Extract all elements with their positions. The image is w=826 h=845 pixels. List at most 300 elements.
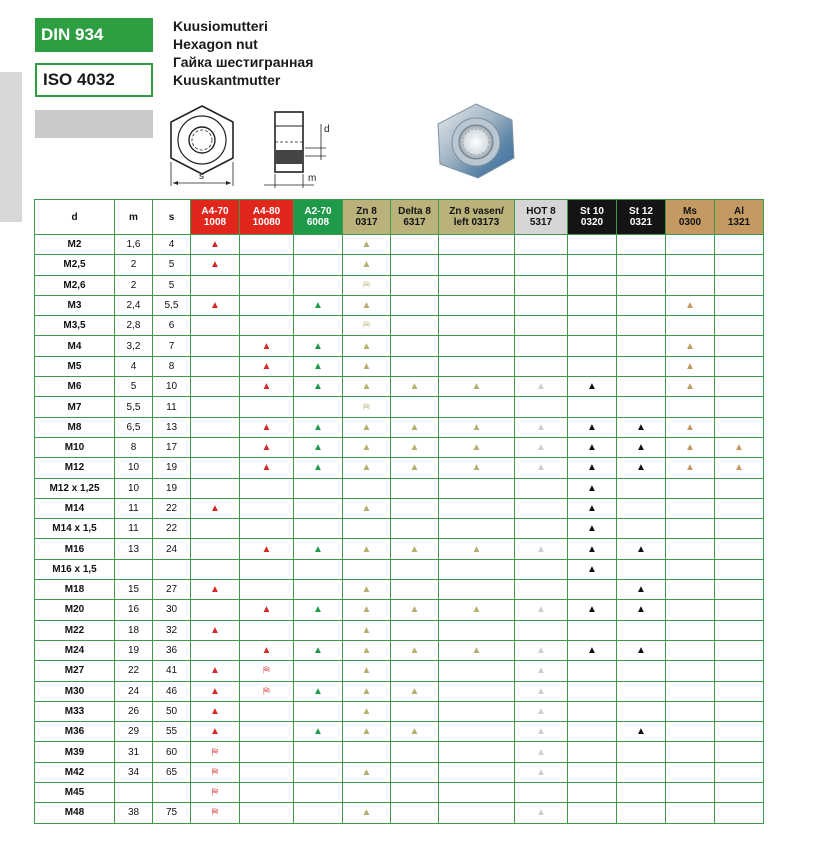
availability-triangle-icon: ▲ — [685, 340, 695, 352]
cell-a480 — [240, 417, 294, 437]
cell-zn8left — [439, 519, 515, 539]
grey-bar — [35, 110, 153, 138]
availability-triangle-icon: ▲ — [361, 726, 372, 738]
cell-m: 11 — [115, 498, 153, 518]
cell-zn8left — [439, 681, 515, 701]
column-header-code: 0320 — [580, 217, 604, 228]
cell-zn8left — [439, 783, 515, 803]
availability-triangle-icon: ▲ — [361, 543, 372, 555]
table-row — [35, 377, 764, 397]
table-row — [35, 681, 764, 701]
cell-zn8 — [343, 255, 391, 275]
cell-al — [715, 661, 764, 681]
cell-al — [715, 275, 764, 295]
table-row — [35, 356, 764, 376]
availability-triangle-icon: ▲ — [361, 300, 372, 312]
cell-zn8 — [343, 640, 391, 660]
availability-triangle-icon: ▲ — [587, 543, 597, 555]
availability-triangle-icon: ▲ — [685, 442, 695, 454]
column-header-zn8 — [343, 200, 391, 235]
cell-zn8 — [343, 498, 391, 518]
cell-m: 31 — [115, 742, 153, 762]
table-row — [35, 580, 764, 600]
cell-a480 — [240, 235, 294, 255]
cell-a470 — [191, 580, 240, 600]
cell-delta8 — [391, 640, 439, 660]
cell-st10 — [568, 722, 617, 742]
cell-zn8left — [439, 539, 515, 559]
column-header-name: St 10 — [580, 206, 604, 217]
availability-triangle-icon: ▲ — [361, 503, 372, 514]
cell-delta8 — [391, 762, 439, 782]
cell-hot8 — [515, 295, 568, 315]
cell-a270 — [294, 417, 343, 437]
availability-triangle-icon: ▲ — [471, 604, 482, 616]
on-request-flag-icon: ⛿ — [363, 320, 370, 331]
cell-s — [153, 559, 191, 579]
cell-m: 19 — [115, 640, 153, 660]
cell-m: 2,4 — [115, 295, 153, 315]
cell-al — [715, 580, 764, 600]
cell-m: 10 — [115, 458, 153, 478]
availability-triangle-icon: ▲ — [261, 462, 272, 474]
cell-ms — [666, 580, 715, 600]
title-estonian: Kuuskantmutter — [173, 72, 281, 88]
cell-m: 34 — [115, 762, 153, 782]
availability-triangle-icon: ▲ — [734, 462, 744, 474]
cell-a480 — [240, 701, 294, 721]
table-row — [35, 620, 764, 640]
hex-nut-photo-icon — [432, 98, 520, 186]
cell-m: 11 — [115, 519, 153, 539]
availability-triangle-icon: ▲ — [636, 421, 646, 433]
column-header-code: 1008 — [203, 217, 227, 228]
availability-triangle-icon: ▲ — [313, 381, 323, 393]
on-request-flag-icon: ⛿ — [363, 401, 370, 412]
column-header-a270 — [294, 200, 343, 235]
cell-st12 — [617, 559, 666, 579]
cell-a480 — [240, 295, 294, 315]
column-header-a480 — [240, 200, 294, 235]
cell-a470 — [191, 417, 240, 437]
cell-st12 — [617, 377, 666, 397]
table-row — [35, 539, 764, 559]
availability-triangle-icon: ▲ — [636, 543, 646, 555]
availability-triangle-icon: ▲ — [361, 239, 372, 251]
table-row — [35, 803, 764, 823]
column-header-name: Zn 8 vasen/ — [449, 206, 504, 217]
cell-st12 — [617, 661, 666, 681]
cell-ms — [666, 275, 715, 295]
cell-a270 — [294, 539, 343, 559]
table-row — [35, 498, 764, 518]
cell-st12 — [617, 742, 666, 762]
cell-a270 — [294, 336, 343, 356]
cell-st12 — [617, 417, 666, 437]
availability-triangle-icon: ▲ — [636, 442, 646, 454]
cell-st12 — [617, 498, 666, 518]
cell-delta8 — [391, 722, 439, 742]
cell-a470 — [191, 377, 240, 397]
cell-zn8 — [343, 580, 391, 600]
cell-a270 — [294, 559, 343, 579]
table-header-row — [35, 200, 764, 235]
column-header-name: Zn 8 — [356, 206, 377, 217]
cell-d: M8 — [35, 417, 115, 437]
cell-zn8 — [343, 397, 391, 417]
cell-m: 15 — [115, 580, 153, 600]
cell-zn8left — [439, 437, 515, 457]
availability-triangle-icon: ▲ — [536, 746, 546, 758]
cell-a270 — [294, 722, 343, 742]
column-header-name: A2-70 — [304, 206, 332, 217]
title-english: Hexagon nut — [173, 36, 258, 52]
cell-m: 2,8 — [115, 316, 153, 336]
cell-delta8 — [391, 275, 439, 295]
cell-a470 — [191, 722, 240, 742]
cell-d: M4 — [35, 336, 115, 356]
availability-triangle-icon: ▲ — [536, 442, 546, 454]
cell-a480 — [240, 559, 294, 579]
availability-triangle-icon: ▲ — [587, 604, 597, 616]
cell-delta8 — [391, 600, 439, 620]
cell-al — [715, 620, 764, 640]
availability-triangle-icon: ▲ — [685, 300, 695, 312]
cell-a480 — [240, 397, 294, 417]
cell-zn8left — [439, 803, 515, 823]
availability-triangle-icon: ▲ — [261, 421, 272, 433]
cell-delta8 — [391, 458, 439, 478]
cell-zn8left — [439, 640, 515, 660]
table-row — [35, 722, 764, 742]
cell-st12 — [617, 762, 666, 782]
cell-ms — [666, 701, 715, 721]
cell-hot8 — [515, 580, 568, 600]
cell-st12 — [617, 336, 666, 356]
cell-hot8 — [515, 356, 568, 376]
cell-st10 — [568, 600, 617, 620]
availability-triangle-icon: ▲ — [313, 462, 323, 474]
cell-ms — [666, 295, 715, 315]
cell-zn8 — [343, 235, 391, 255]
cell-a470 — [191, 235, 240, 255]
availability-triangle-icon: ▲ — [409, 685, 420, 697]
cell-ms — [666, 539, 715, 559]
cell-m: 8 — [115, 437, 153, 457]
availability-triangle-icon: ▲ — [210, 726, 220, 738]
cell-zn8left — [439, 336, 515, 356]
table-row — [35, 519, 764, 539]
cell-a270 — [294, 295, 343, 315]
cell-delta8 — [391, 336, 439, 356]
cell-m: 29 — [115, 722, 153, 742]
cell-ms — [666, 417, 715, 437]
availability-triangle-icon: ▲ — [361, 340, 372, 352]
availability-triangle-icon: ▲ — [409, 381, 420, 393]
cell-zn8left — [439, 356, 515, 376]
cell-a470 — [191, 397, 240, 417]
cell-hot8 — [515, 478, 568, 498]
column-header-name: Delta 8 — [398, 206, 431, 217]
cell-ms — [666, 803, 715, 823]
cell-zn8left — [439, 620, 515, 640]
column-header-hot8 — [515, 200, 568, 235]
table-row — [35, 762, 764, 782]
cell-st10 — [568, 377, 617, 397]
cell-a480 — [240, 539, 294, 559]
cell-hot8 — [515, 397, 568, 417]
cell-a470 — [191, 336, 240, 356]
cell-st10 — [568, 417, 617, 437]
column-header-name: Ms — [683, 206, 697, 217]
product-titles — [173, 17, 313, 89]
availability-triangle-icon: ▲ — [210, 705, 220, 717]
column-header-name: s — [168, 211, 175, 223]
cell-m — [115, 783, 153, 803]
cell-zn8 — [343, 316, 391, 336]
cell-m: 1,6 — [115, 235, 153, 255]
cell-al — [715, 519, 764, 539]
cell-s: 4 — [153, 235, 191, 255]
cell-st10 — [568, 458, 617, 478]
cell-a270 — [294, 275, 343, 295]
cell-ms — [666, 316, 715, 336]
availability-triangle-icon: ▲ — [210, 584, 220, 596]
cell-ms — [666, 559, 715, 579]
cell-s: 22 — [153, 498, 191, 518]
cell-zn8left — [439, 458, 515, 478]
cell-d: M27 — [35, 661, 115, 681]
cell-hot8 — [515, 316, 568, 336]
availability-triangle-icon: ▲ — [313, 645, 323, 657]
table-row — [35, 275, 764, 295]
cell-hot8 — [515, 620, 568, 640]
cell-delta8 — [391, 803, 439, 823]
availability-triangle-icon: ▲ — [587, 482, 597, 494]
cell-st10 — [568, 295, 617, 315]
cell-hot8 — [515, 275, 568, 295]
cell-m: 24 — [115, 681, 153, 701]
cell-hot8 — [515, 539, 568, 559]
cell-delta8 — [391, 295, 439, 315]
cell-delta8 — [391, 519, 439, 539]
availability-triangle-icon: ▲ — [313, 685, 323, 697]
cell-d: M12 x 1,25 — [35, 478, 115, 498]
cell-st10 — [568, 437, 617, 457]
cell-d: M16 — [35, 539, 115, 559]
availability-triangle-icon: ▲ — [361, 360, 372, 372]
cell-delta8 — [391, 377, 439, 397]
availability-triangle-icon: ▲ — [361, 807, 372, 819]
cell-a270 — [294, 519, 343, 539]
cell-al — [715, 762, 764, 782]
cell-m: 5,5 — [115, 397, 153, 417]
cell-a270 — [294, 437, 343, 457]
cell-hot8 — [515, 336, 568, 356]
cell-zn8left — [439, 295, 515, 315]
cell-s: 65 — [153, 762, 191, 782]
cell-ms — [666, 498, 715, 518]
availability-triangle-icon: ▲ — [636, 584, 646, 596]
cell-d: M3,5 — [35, 316, 115, 336]
availability-triangle-icon: ▲ — [261, 604, 272, 616]
availability-triangle-icon: ▲ — [361, 665, 372, 677]
availability-triangle-icon: ▲ — [471, 462, 482, 474]
cell-al — [715, 478, 764, 498]
cell-hot8 — [515, 762, 568, 782]
cell-delta8 — [391, 783, 439, 803]
cell-al — [715, 600, 764, 620]
cell-s: 22 — [153, 519, 191, 539]
cell-st10 — [568, 580, 617, 600]
cell-m: 38 — [115, 803, 153, 823]
cell-st10 — [568, 478, 617, 498]
table-body — [35, 235, 764, 824]
cell-zn8left — [439, 316, 515, 336]
cell-al — [715, 295, 764, 315]
column-header-a470 — [191, 200, 240, 235]
cell-m: 13 — [115, 539, 153, 559]
title-russian: Гайка шестигранная — [173, 54, 314, 70]
cell-ms — [666, 681, 715, 701]
dimension-label-s: s — [199, 171, 204, 182]
cell-st10 — [568, 559, 617, 579]
cell-st10 — [568, 316, 617, 336]
cell-zn8left — [439, 701, 515, 721]
cell-delta8 — [391, 437, 439, 457]
column-header-s — [153, 200, 191, 235]
cell-zn8left — [439, 397, 515, 417]
availability-triangle-icon: ▲ — [587, 442, 597, 454]
cell-s: 5,5 — [153, 295, 191, 315]
title-finnish: Kuusiomutteri — [173, 18, 268, 34]
table-row — [35, 640, 764, 660]
nut-technical-drawing — [166, 100, 336, 192]
cell-a270 — [294, 458, 343, 478]
iso-standard-badge — [35, 63, 153, 97]
cell-m: 10 — [115, 478, 153, 498]
availability-triangle-icon: ▲ — [536, 665, 546, 677]
side-tab — [0, 72, 22, 222]
cell-delta8 — [391, 620, 439, 640]
cell-al — [715, 356, 764, 376]
cell-hot8 — [515, 417, 568, 437]
cell-a270 — [294, 498, 343, 518]
cell-a480 — [240, 783, 294, 803]
availability-triangle-icon: ▲ — [313, 340, 323, 352]
column-header-zn8left — [439, 200, 515, 235]
cell-a470 — [191, 478, 240, 498]
cell-delta8 — [391, 478, 439, 498]
column-header-name: Al — [734, 206, 744, 217]
cell-st12 — [617, 681, 666, 701]
cell-hot8 — [515, 255, 568, 275]
cell-a270 — [294, 681, 343, 701]
column-header-st10 — [568, 200, 617, 235]
cell-s: 32 — [153, 620, 191, 640]
on-request-flag-icon: ⛿ — [363, 279, 370, 290]
cell-zn8left — [439, 478, 515, 498]
availability-triangle-icon: ▲ — [409, 442, 420, 454]
cell-s: 19 — [153, 458, 191, 478]
nut-side-view-icon — [264, 112, 326, 188]
cell-st12 — [617, 235, 666, 255]
cell-a480 — [240, 275, 294, 295]
availability-triangle-icon: ▲ — [210, 624, 220, 636]
cell-m — [115, 559, 153, 579]
cell-zn8 — [343, 742, 391, 762]
cell-st10 — [568, 397, 617, 417]
column-header-name: St 12 — [629, 206, 653, 217]
column-header-name: d — [71, 211, 78, 223]
cell-st12 — [617, 783, 666, 803]
cell-s: 13 — [153, 417, 191, 437]
availability-triangle-icon: ▲ — [536, 543, 546, 555]
cell-d: M2,5 — [35, 255, 115, 275]
cell-ms — [666, 478, 715, 498]
cell-al — [715, 377, 764, 397]
cell-hot8 — [515, 600, 568, 620]
cell-hot8 — [515, 701, 568, 721]
cell-st10 — [568, 356, 617, 376]
cell-st12 — [617, 316, 666, 336]
cell-a470 — [191, 661, 240, 681]
cell-st10 — [568, 539, 617, 559]
cell-hot8 — [515, 498, 568, 518]
cell-delta8 — [391, 316, 439, 336]
cell-a270 — [294, 235, 343, 255]
table-row — [35, 255, 764, 275]
cell-a470 — [191, 295, 240, 315]
cell-al — [715, 722, 764, 742]
cell-ms — [666, 661, 715, 681]
table-row — [35, 336, 764, 356]
cell-a270 — [294, 803, 343, 823]
cell-d: M20 — [35, 600, 115, 620]
availability-triangle-icon: ▲ — [636, 462, 646, 474]
cell-a470 — [191, 600, 240, 620]
cell-d: M30 — [35, 681, 115, 701]
availability-triangle-icon: ▲ — [361, 645, 372, 657]
cell-st12 — [617, 275, 666, 295]
availability-triangle-icon: ▲ — [536, 766, 546, 778]
cell-a470 — [191, 458, 240, 478]
cell-zn8left — [439, 377, 515, 397]
cell-a270 — [294, 356, 343, 376]
cell-hot8 — [515, 377, 568, 397]
cell-delta8 — [391, 498, 439, 518]
availability-triangle-icon: ▲ — [361, 462, 372, 474]
cell-d: M6 — [35, 377, 115, 397]
cell-zn8 — [343, 661, 391, 681]
availability-triangle-icon: ▲ — [685, 421, 695, 433]
cell-s: 41 — [153, 661, 191, 681]
din-standard-label: DIN 934 — [41, 25, 104, 44]
cell-al — [715, 640, 764, 660]
availability-triangle-icon: ▲ — [261, 381, 272, 393]
availability-triangle-icon: ▲ — [210, 665, 220, 677]
availability-triangle-icon: ▲ — [313, 421, 323, 433]
availability-triangle-icon: ▲ — [587, 503, 597, 514]
cell-zn8 — [343, 620, 391, 640]
cell-al — [715, 235, 764, 255]
cell-a270 — [294, 377, 343, 397]
cell-d: M2,6 — [35, 275, 115, 295]
cell-st12 — [617, 295, 666, 315]
cell-a470 — [191, 681, 240, 701]
cell-hot8 — [515, 742, 568, 762]
availability-triangle-icon: ▲ — [409, 645, 420, 657]
